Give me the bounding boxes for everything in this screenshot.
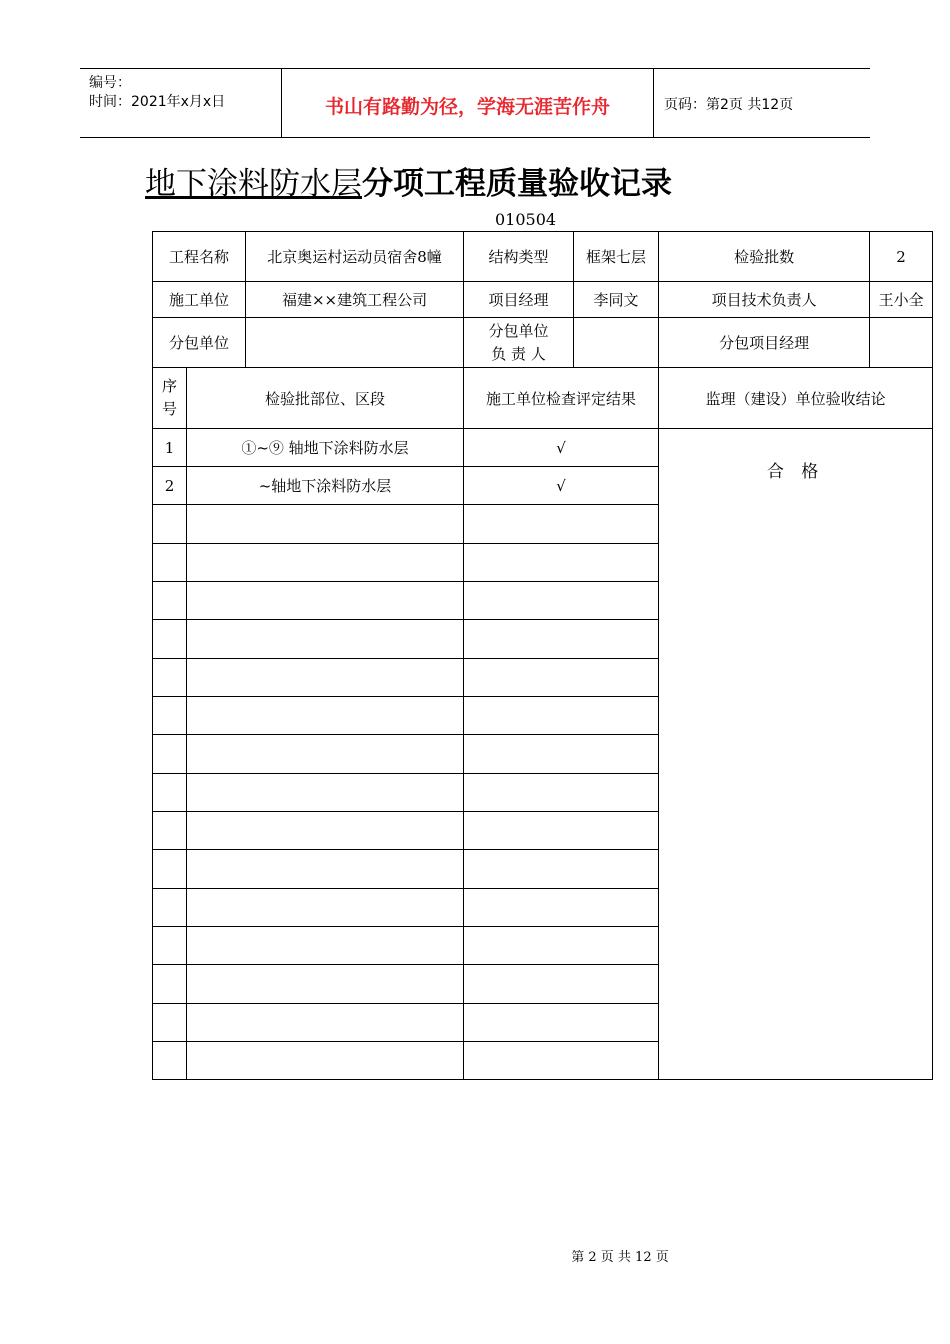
row-part	[187, 620, 464, 659]
row-part	[187, 735, 464, 774]
batch-count-value: 2	[870, 232, 933, 282]
row-no: 2	[153, 467, 187, 505]
subcontractor-label: 分包单位	[153, 318, 246, 368]
motto-text: 书山有路勤为径，学海无涯苦作舟	[324, 96, 610, 118]
row-result: √	[464, 429, 659, 467]
row-no	[153, 1042, 187, 1080]
header-motto-cell	[282, 69, 654, 137]
page-info: 页码：第2页 共12页	[664, 97, 794, 113]
conclusion-cell	[659, 429, 933, 1080]
row-result	[464, 812, 659, 850]
document-title	[145, 164, 672, 204]
acceptance-table	[152, 231, 933, 1080]
row-part: ~轴地下涂料防水层	[187, 467, 464, 505]
inspection-rows	[153, 429, 933, 1080]
number-label: 编号：	[89, 75, 131, 91]
row-no	[153, 889, 187, 927]
row-result	[464, 850, 659, 889]
row-result	[464, 659, 659, 697]
row-part	[187, 812, 464, 850]
batch-count-label: 检验批数	[659, 232, 870, 282]
col-header-no	[153, 368, 187, 429]
row-part	[187, 774, 464, 812]
row-part	[187, 697, 464, 735]
project-name-value: 北京奥运村运动员宿舍8幢	[246, 232, 464, 282]
col-header-no-line2: 号	[161, 400, 177, 418]
page-footer: 第 2 页 共 12 页	[571, 1250, 669, 1265]
col-header-part: 检验批部位、区段	[187, 368, 464, 429]
page-header	[80, 68, 870, 138]
col-header-conclusion: 监理（建设）单位验收结论	[659, 368, 933, 429]
conclusion-text: 合 格	[766, 462, 825, 482]
row-result	[464, 582, 659, 620]
row-part	[187, 505, 464, 544]
project-manager-label: 项目经理	[464, 282, 574, 318]
row-no	[153, 544, 187, 582]
row-no	[153, 965, 187, 1004]
row-part	[187, 659, 464, 697]
row-result	[464, 889, 659, 927]
row-result	[464, 505, 659, 544]
subcontractor-value	[246, 318, 464, 368]
row-part	[187, 1004, 464, 1042]
subcontractor-head-label	[464, 318, 574, 368]
header-page-cell	[654, 69, 870, 137]
time-label: 时间：2021年x月x日	[89, 94, 226, 110]
project-manager-value: 李同文	[574, 282, 659, 318]
row-result: √	[464, 467, 659, 505]
row-part: ①~⑨ 轴地下涂料防水层	[187, 429, 464, 467]
subcontractor-head-value	[574, 318, 659, 368]
row-no	[153, 927, 187, 965]
structure-type-label: 结构类型	[464, 232, 574, 282]
row-part	[187, 889, 464, 927]
row-no	[153, 735, 187, 774]
contractor-value: 福建××建筑工程公司	[246, 282, 464, 318]
contractor-label: 施工单位	[153, 282, 246, 318]
row-result	[464, 774, 659, 812]
row-result	[464, 965, 659, 1004]
tech-lead-value: 王小全	[870, 282, 933, 318]
row-part	[187, 850, 464, 889]
row-result	[464, 927, 659, 965]
header-meta-cell	[80, 69, 282, 137]
tech-lead-label: 项目技术负责人	[659, 282, 870, 318]
row-part	[187, 927, 464, 965]
row-result	[464, 697, 659, 735]
project-name-label: 工程名称	[153, 232, 246, 282]
row-no	[153, 582, 187, 620]
table-row	[153, 429, 933, 467]
row-result	[464, 735, 659, 774]
row-no	[153, 812, 187, 850]
col-header-no-line1: 序	[161, 377, 177, 395]
row-part	[187, 582, 464, 620]
structure-type-value: 框架七层	[574, 232, 659, 282]
row-result	[464, 1042, 659, 1080]
sub-pm-label: 分包项目经理	[659, 318, 870, 368]
sub-head-label-line2: 负 责 人	[491, 344, 546, 363]
row-part	[187, 1042, 464, 1080]
row-no	[153, 659, 187, 697]
row-no	[153, 505, 187, 544]
row-result	[464, 544, 659, 582]
form-code: 010504	[495, 210, 557, 229]
row-no: 1	[153, 429, 187, 467]
title-subject: 地下涂料防水层	[145, 166, 362, 202]
sub-head-label-line1: 分包单位	[488, 321, 549, 340]
row-no	[153, 1004, 187, 1042]
col-header-result: 施工单位检查评定结果	[464, 368, 659, 429]
row-no	[153, 620, 187, 659]
row-result	[464, 620, 659, 659]
row-part	[187, 544, 464, 582]
row-no	[153, 850, 187, 889]
title-record-name: 分项工程质量验收记录	[362, 166, 672, 202]
row-result	[464, 1004, 659, 1042]
row-part	[187, 965, 464, 1004]
row-no	[153, 774, 187, 812]
row-no	[153, 697, 187, 735]
sub-pm-value	[870, 318, 933, 368]
